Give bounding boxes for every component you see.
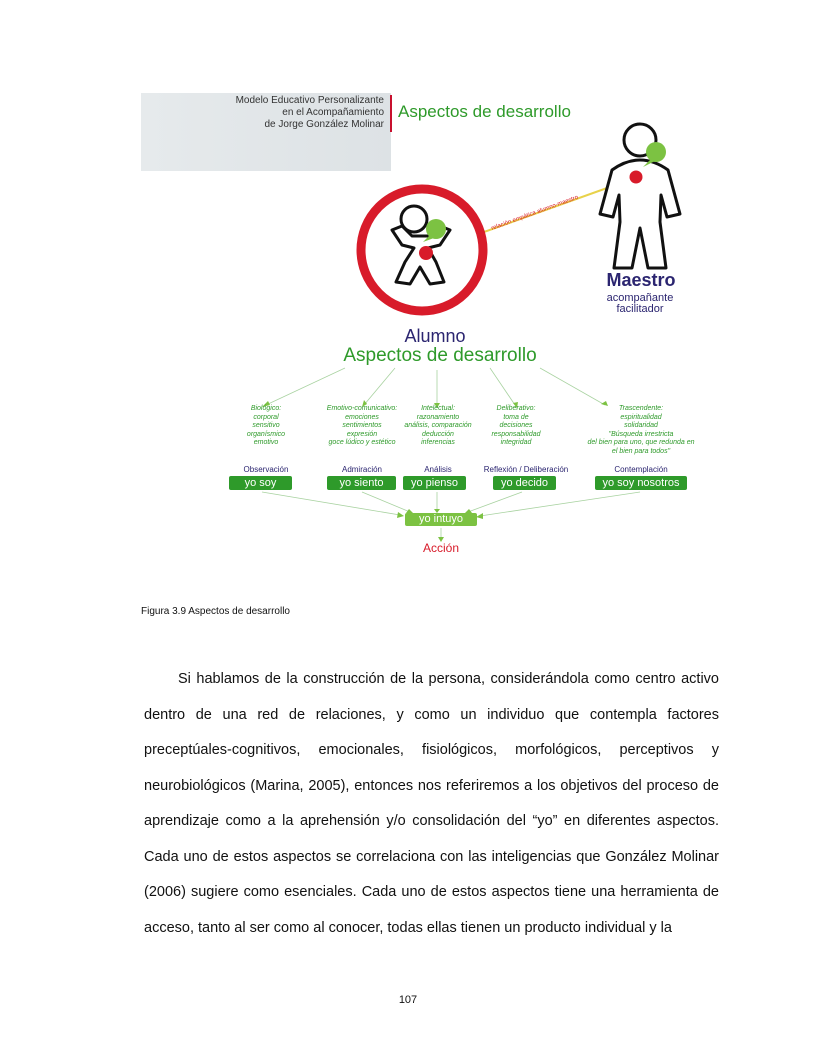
column-description-line: "Búsqueda irrestricta xyxy=(608,430,674,438)
column-description-line: razonamiento xyxy=(416,413,460,421)
column-description-line: integridad xyxy=(500,439,532,446)
column-description-line: corporal xyxy=(253,413,279,421)
maestro-subtitle-line: acompañante xyxy=(606,292,674,304)
fan-arrows xyxy=(262,368,608,408)
column-description-line: Trascendente: xyxy=(618,405,664,412)
relation-label: relación empática alumno-maestro xyxy=(490,194,580,232)
yo-intuyo-tag: yo intuyo xyxy=(405,513,477,526)
column-description-line: el bien para todos" xyxy=(611,447,671,455)
column-description-line: Intelectual: xyxy=(421,405,455,412)
column-name: Contemplación xyxy=(614,465,668,474)
column-description-line: Deliberativo: xyxy=(496,405,536,412)
column-description-line: inferencias xyxy=(421,439,455,446)
column-description-line: análisis, comparación xyxy=(404,422,472,429)
alumno-title: Alumno xyxy=(404,326,466,346)
maestro-figure-icon xyxy=(600,124,680,268)
model-title-line: de Jorge González Molinar xyxy=(264,119,384,130)
alumno-aspects-title: Aspectos de desarrollo xyxy=(343,345,537,366)
header-title: Aspectos de desarrollo xyxy=(398,102,571,121)
column-description-line: Emotivo-comunicativo: xyxy=(326,405,398,412)
page-number: 107 xyxy=(398,994,418,1006)
column-description-line: sensitivo xyxy=(252,422,280,429)
column-description-line: decisiones xyxy=(499,422,533,429)
column-description xyxy=(476,405,556,448)
column-description-line: toma de xyxy=(503,413,529,421)
maestro-subtitle-line: facilitador xyxy=(616,303,664,315)
column-description xyxy=(314,405,410,448)
column-description-line: emociones xyxy=(345,413,379,421)
column-description-line: espiritualidad xyxy=(620,413,662,421)
column-description xyxy=(398,405,478,448)
column-description xyxy=(236,405,296,448)
column-tag: yo pienso xyxy=(403,476,466,490)
body-paragraph: Si hablamos de la construcción de la persona, considerándola como centro activo dentro de una red de relaciones, y como un individuo que contempla factores preceptúales-cognitivos, emocionales, fisiológicos, morfológicos, perceptivos y neurobiológicos (Marina, 2005), entonces nos referiremos a los objetivos del proceso de aprendizaje como a la aprehensión y/o consolidación del “yo” en diferentes aspectos. Cada uno de estos aspectos se correlaciona con las inteligencias que González Molinar (2006) sugiere como esenciales. Cada uno de estos aspectos tiene una herramienta de acceso, tanto al ser como al conocer, todas ellas tienen un producto individual y la xyxy=(144,671,719,936)
column-tag: yo soy nosotros xyxy=(595,476,687,490)
column-name: Análisis xyxy=(424,465,452,474)
accion-label: Acción xyxy=(422,541,460,555)
column-name: Observación xyxy=(243,465,289,474)
column-description-line: deducción xyxy=(422,430,454,438)
column-tag: yo soy xyxy=(229,476,292,490)
column-description xyxy=(572,405,710,456)
column-description-line: organísmico xyxy=(246,430,286,438)
column-description-line: emotivo xyxy=(253,439,279,446)
model-title-line: en el Acompañamiento xyxy=(282,107,384,118)
alumno-figure-icon xyxy=(361,189,483,311)
model-title-line: Modelo Educativo Personalizante xyxy=(235,95,384,106)
column-name: Admiración xyxy=(341,465,382,474)
maestro-title: Maestro xyxy=(606,270,676,290)
column-description-line: responsabilidad xyxy=(491,430,541,438)
column-description-line: Biológico: xyxy=(250,405,282,412)
column-description-line: sentimientos xyxy=(342,422,382,429)
column-name: Reflexión / Deliberación xyxy=(483,465,569,474)
column-description-line: solidaridad xyxy=(624,422,658,429)
column-description-line: del bien para uno, que redunda en xyxy=(587,439,695,446)
column-description-line: goce lúdico y estético xyxy=(328,439,396,446)
column-tag: yo siento xyxy=(327,476,396,490)
maestro-subtitle xyxy=(580,293,700,315)
column-tag: yo decido xyxy=(493,476,556,490)
figure-caption: Figura 3.9 Aspectos de desarrollo xyxy=(141,606,290,617)
column-description-line: expresión xyxy=(346,430,378,438)
